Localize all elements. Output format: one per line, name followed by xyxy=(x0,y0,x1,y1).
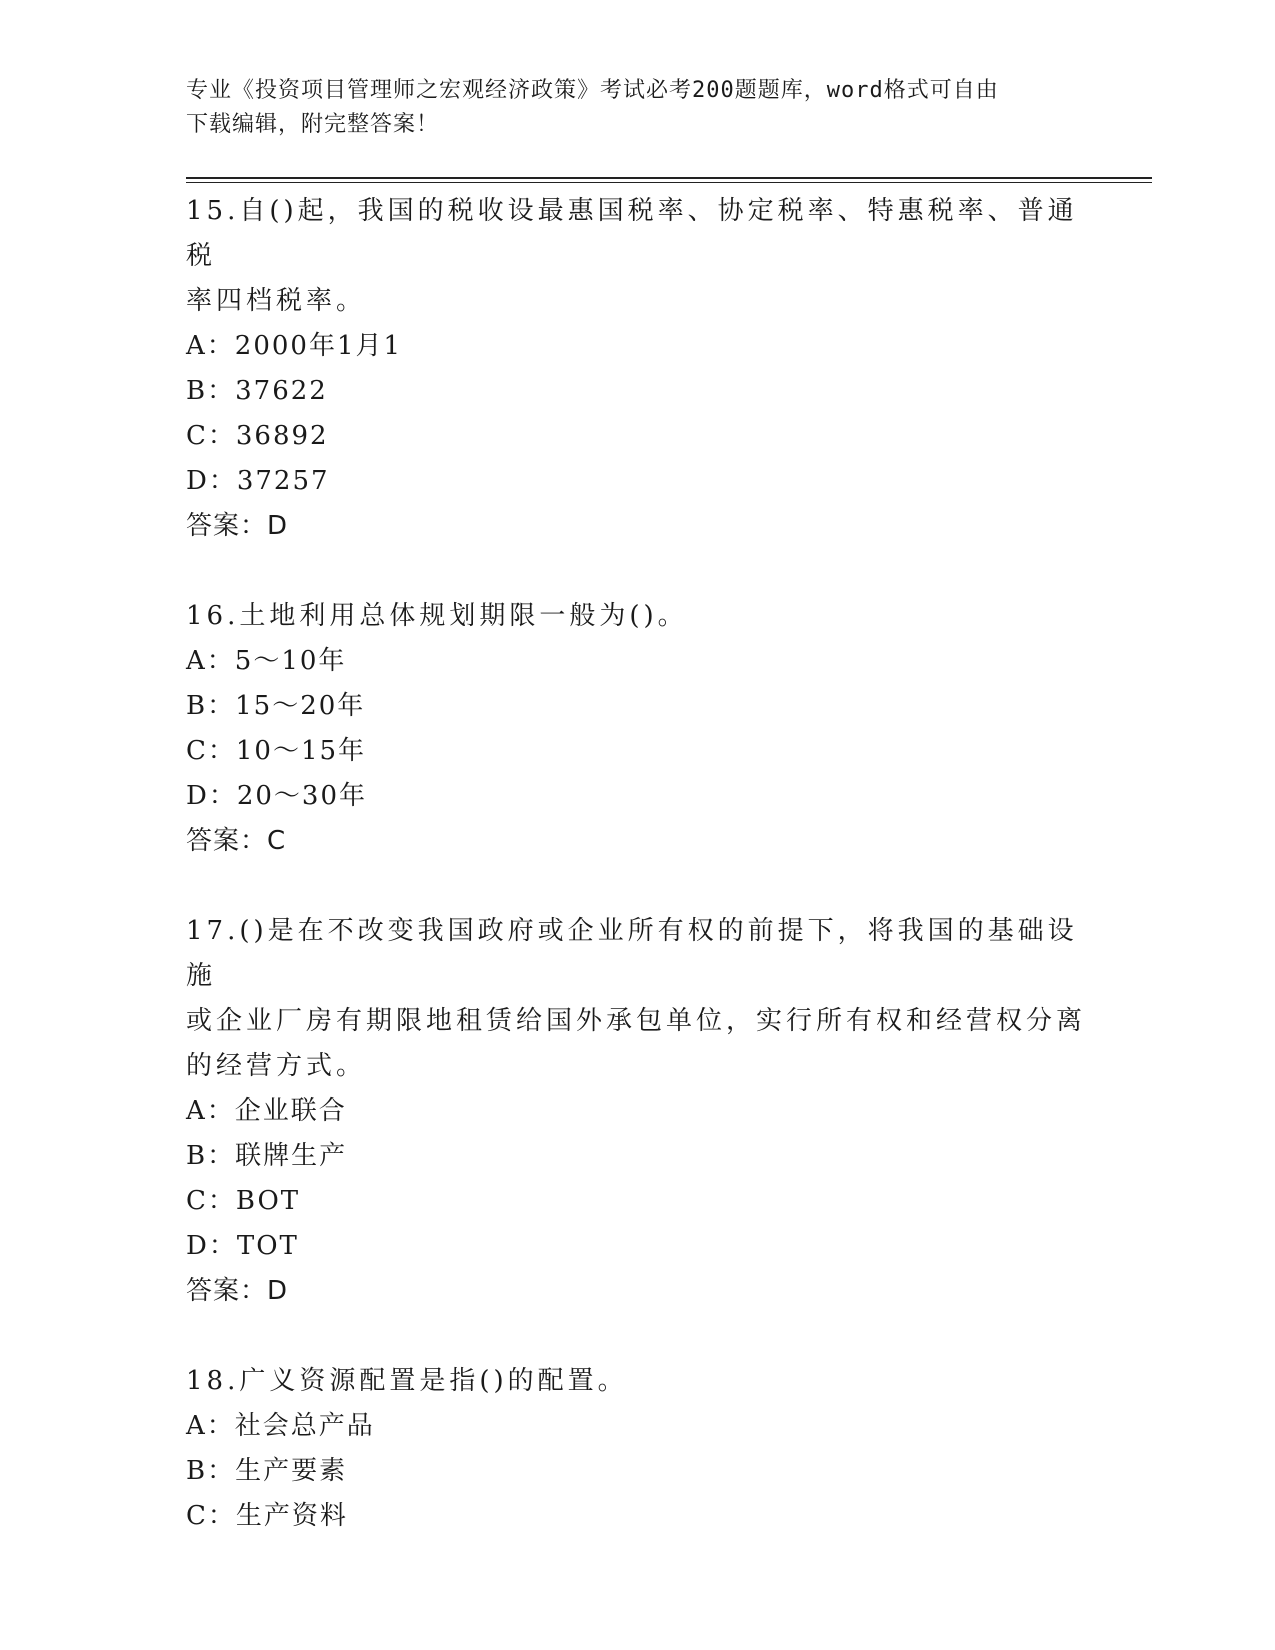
option-d: D：20～30年 xyxy=(186,781,368,811)
question-16 xyxy=(186,594,1086,864)
document-header xyxy=(186,74,1066,142)
question-stem-line: 或企业厂房有期限地租赁给国外承包单位，实行所有权和经营权分离 xyxy=(186,1006,1087,1036)
answer: 答案：D xyxy=(186,511,289,541)
option-a: A：5～10年 xyxy=(186,646,347,676)
option-c: C：10～15年 xyxy=(186,736,367,766)
header-line-1: 专业《投资项目管理师之宏观经济政策》考试必考200题题库，word格式可自由 xyxy=(186,78,999,103)
option-d: D：37257 xyxy=(186,466,330,496)
answer: 答案：C xyxy=(186,826,287,856)
option-a: A：2000年1月1 xyxy=(186,331,403,361)
question-stem-line: 15.自()起，我国的税收设最惠国税率、协定税率、特惠税率、普通税 xyxy=(186,196,1078,271)
option-a: A：社会总产品 xyxy=(186,1411,375,1441)
question-list xyxy=(186,189,1086,1584)
option-b: B：15～20年 xyxy=(186,691,366,721)
header-divider-thick xyxy=(186,177,1152,179)
question-stem-line: 的经营方式。 xyxy=(186,1051,367,1081)
question-17 xyxy=(186,909,1086,1314)
header-line-2: 下载编辑，附完整答案！ xyxy=(186,112,440,137)
question-18 xyxy=(186,1359,1086,1539)
question-15 xyxy=(186,189,1086,549)
option-b: B：生产要素 xyxy=(186,1456,348,1486)
question-stem-line: 17.()是在不改变我国政府或企业所有权的前提下，将我国的基础设施 xyxy=(186,916,1078,991)
question-stem-line: 18.广义资源配置是指()的配置。 xyxy=(186,1366,628,1396)
option-b: B：37622 xyxy=(186,376,328,406)
option-d: D：TOT xyxy=(186,1231,299,1261)
question-stem-line: 16.土地利用总体规划期限一般为()。 xyxy=(186,601,688,631)
option-c: C：36892 xyxy=(186,421,329,451)
question-stem-line: 率四档税率。 xyxy=(186,286,367,316)
answer: 答案：D xyxy=(186,1276,289,1306)
header-divider-thin xyxy=(186,182,1152,183)
option-c: C：生产资料 xyxy=(186,1501,348,1531)
option-a: A：企业联合 xyxy=(186,1096,347,1126)
option-c: C：BOT xyxy=(186,1186,301,1216)
option-b: B：联牌生产 xyxy=(186,1141,348,1171)
